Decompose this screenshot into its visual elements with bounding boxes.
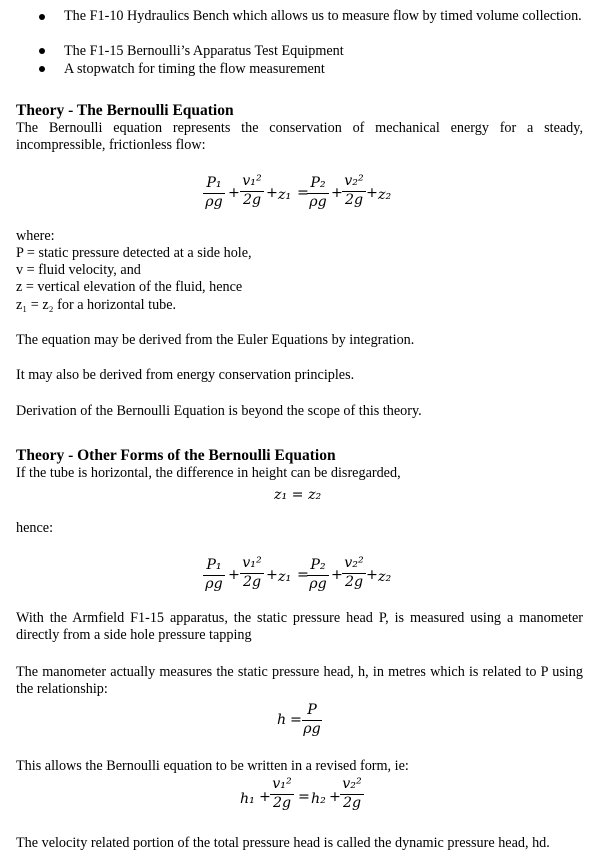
section-heading: Theory - The Bernoulli Equation [16,102,234,119]
bullet-icon [39,14,45,20]
elevation-term: z₁ [278,187,292,203]
paragraph: If the tube is horizontal, the difference in height can be disregarded, [16,465,401,481]
plus-sign: + [228,567,240,583]
head-symbol: h [277,712,287,728]
elevation-term: z₁ [278,569,292,585]
paragraph: Derivation of the Bernoulli Equation is beyond the scope of this theory. [16,403,422,419]
list-item: The F1-10 Hydraulics Bench which allows us to measure flow by timed volume collection. [64,8,582,24]
where-label: where: [16,228,55,244]
paragraph: The manometer actually measures the static pressure head, h, in metres which is related to P using the relationship: [16,664,583,697]
paragraph: With the Armfield F1-15 apparatus, the static pressure head P, is measured using a manometer directly from a side hole pressure tapping [16,610,583,643]
plus-sign: + [366,567,378,583]
fraction: v₁² 2g [240,555,264,591]
equals-sign: = [297,185,309,201]
fraction: v₁² 2g [240,173,264,209]
plus-sign: + [331,567,343,583]
head-term: h₂ [311,791,326,807]
plus-sign: + [366,185,378,201]
plus-sign: + [331,185,343,201]
bullet-icon [39,48,45,54]
paragraph: The equation may be derived from the Euler Equations by integration. [16,332,415,348]
fraction: P ρg [303,702,321,737]
plus-sign: + [259,789,271,805]
equals-sign: = [290,712,302,728]
head-term: h₁ [240,791,255,807]
paragraph: This allows the Bernoulli equation to be written in a revised form, ie: [16,758,409,774]
equals-sign: = [297,567,309,583]
equality-equation: z₁ = z₂ [274,487,322,503]
section-heading: Theory - Other Forms of the Bernoulli Equation [16,447,336,464]
plus-sign: + [266,567,278,583]
definition-item: v = fluid velocity, and [16,262,141,278]
bullet-icon [39,66,45,72]
list-item: The F1-15 Bernoulli’s Apparatus Test Equipment [64,43,344,59]
fraction: P₂ ρg [307,557,329,593]
paragraph: It may also be derived from energy conservation principles. [16,367,355,383]
elevation-term: z₂ [378,187,392,203]
fraction: P₁ ρg [203,557,225,593]
fraction: P₁ ρg [203,175,225,211]
fraction: v₁² 2g [270,776,294,812]
definition-item: z₁ = z₂ for a horizontal tube. [16,297,177,313]
plus-sign: + [266,185,278,201]
paragraph: The velocity related portion of the total pressure head is called the dynamic pressure head, hd. [16,835,550,851]
fraction: v₂² 2g [340,776,364,812]
fraction: v₂² 2g [342,555,366,591]
list-item: A stopwatch for timing the flow measurement [64,61,325,77]
plus-sign: + [228,185,240,201]
fraction: P₂ ρg [307,175,329,211]
plus-sign: + [329,789,341,805]
elevation-term: z₂ [378,569,392,585]
definition-item: P = static pressure detected at a side hole, [16,245,252,261]
fraction: v₂² 2g [342,173,366,209]
hence-label: hence: [16,520,54,536]
intro-paragraph: The Bernoulli equation represents the conservation of mechanical energy for a steady, incompressible, frictionless flow: [16,120,583,153]
definition-item: z = vertical elevation of the fluid, hence [16,279,243,295]
equals-sign: = [298,789,310,805]
